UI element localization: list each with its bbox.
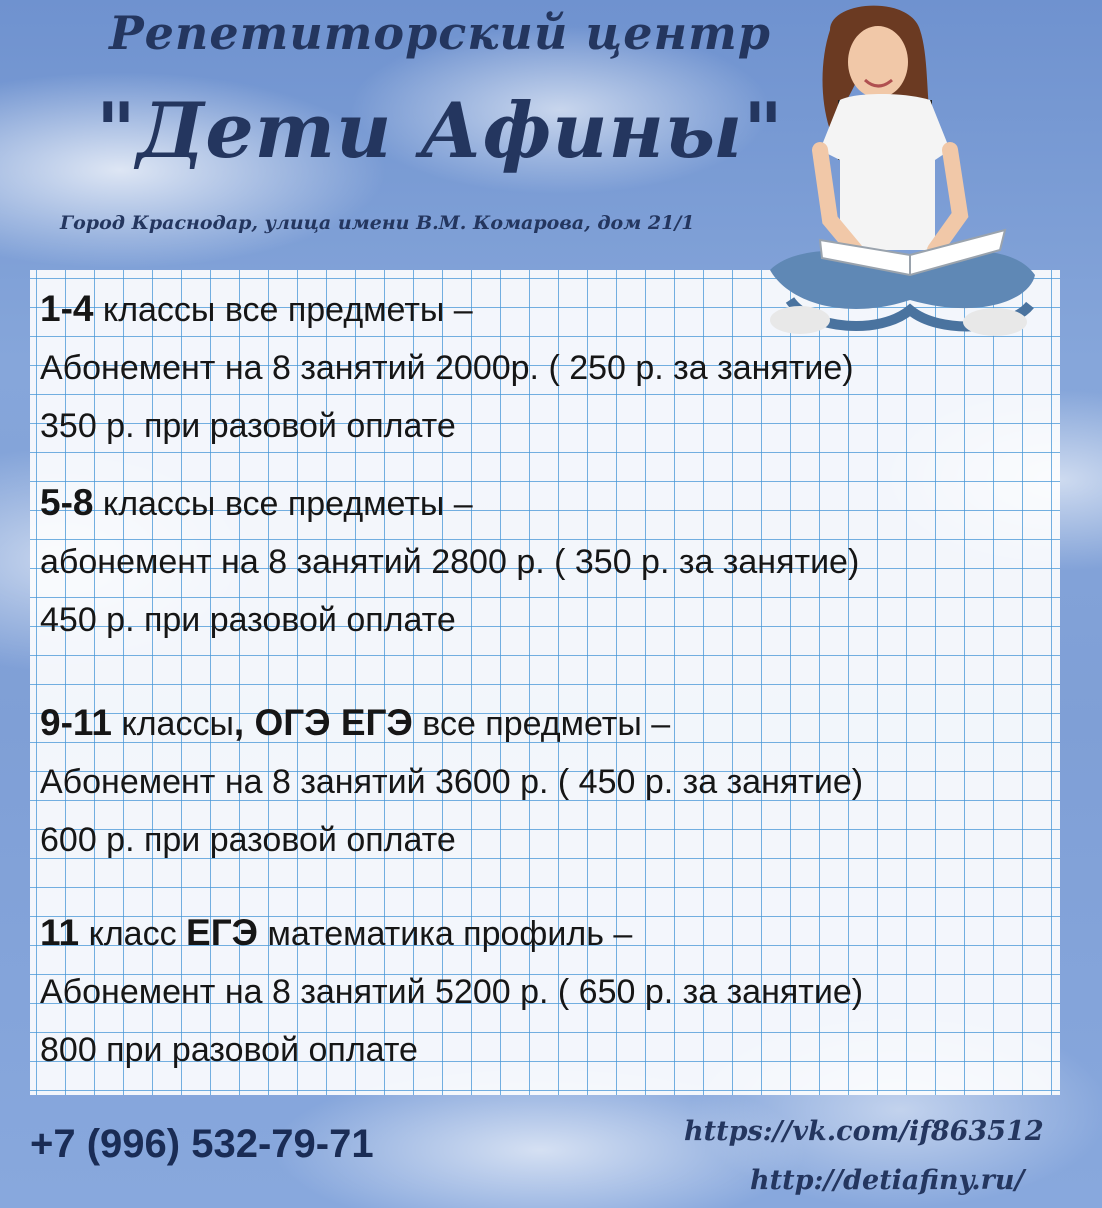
exams-label: , ОГЭ ЕГЭ — [233, 702, 413, 743]
center-title: Репетиторский центр — [109, 6, 771, 60]
grades-label: 5-8 — [40, 482, 94, 523]
single-price: 600 р. при разовой оплате — [40, 821, 456, 859]
pricing-block-5-8 — [40, 474, 859, 649]
heading-text: классы все предметы – — [93, 291, 473, 329]
pricing-block-9-11 — [40, 694, 863, 869]
heading-text: классы — [112, 705, 234, 743]
subscription-price: Абонемент на 8 занятий 2000р. ( 250 р. за занятие) — [40, 349, 854, 387]
grades-label: 11 — [40, 912, 80, 953]
address: Город Краснодар, улица имени В.М. Комарова, дом 21/1 — [60, 212, 695, 234]
block-heading — [40, 474, 859, 533]
heading-text: классы все предметы – — [93, 485, 473, 523]
block-heading — [40, 694, 863, 753]
pricing-block-11-ege — [40, 904, 863, 1079]
site-link[interactable]: http://detiafiny.ru/ — [750, 1165, 1025, 1196]
single-price: 800 при разовой оплате — [40, 1031, 418, 1069]
pricing-block-1-4 — [40, 280, 854, 455]
subscription-price: абонемент на 8 занятий 2800 р. ( 350 р. за занятие) — [40, 543, 860, 581]
grades-label: 1-4 — [40, 288, 94, 329]
grades-label: 9-11 — [40, 702, 113, 743]
vk-link[interactable]: https://vk.com/if863512 — [684, 1116, 1044, 1147]
heading-text-rest: все предметы – — [412, 705, 671, 743]
heading-text: класс — [79, 915, 187, 953]
exams-label: ЕГЭ — [186, 912, 259, 953]
subscription-price: Абонемент на 8 занятий 5200 р. ( 650 р. за занятие) — [40, 973, 864, 1011]
block-heading — [40, 280, 854, 339]
single-price: 350 р. при разовой оплате — [40, 407, 456, 445]
subscription-price: Абонемент на 8 занятий 3600 р. ( 450 р. за занятие) — [40, 763, 864, 801]
heading-text-rest: математика профиль – — [258, 915, 633, 953]
block-heading — [40, 904, 863, 963]
phone-number[interactable]: +7 (996) 532-79-71 — [30, 1122, 374, 1166]
center-name: "Дети Афины" — [96, 86, 784, 175]
single-price: 450 р. при разовой оплате — [40, 601, 456, 639]
